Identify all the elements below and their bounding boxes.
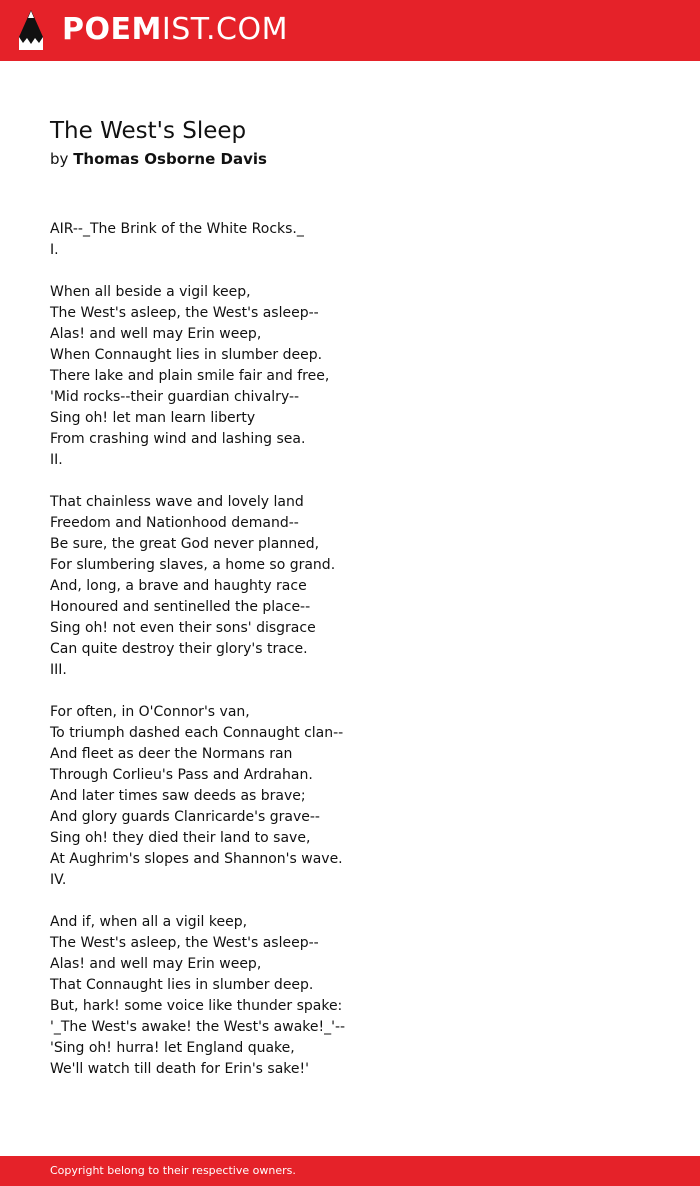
site-logo-text	[62, 9, 288, 51]
poem-line: From crashing wind and lashing sea.	[50, 431, 306, 447]
poem-line: III.	[50, 662, 67, 678]
poem-line: Can quite destroy their glory's trace.	[50, 641, 308, 657]
poem-line: And, long, a brave and haughty race	[50, 578, 307, 594]
poem-line: 'Sing oh! hurra! let England quake,	[50, 1040, 295, 1056]
copyright-notice: Copyright belong to their respective owners.	[50, 1164, 296, 1177]
poem-line: And later times saw deeds as brave;	[50, 788, 306, 804]
poem-line: '_The West's awake! the West's awake!_'--	[50, 1019, 346, 1035]
poem-line: The West's asleep, the West's asleep--	[50, 935, 319, 951]
poem-line: And if, when all a vigil keep,	[50, 914, 248, 930]
poem-line: We'll watch till death for Erin's sake!'	[50, 1061, 309, 1077]
site-footer	[0, 1156, 700, 1186]
site-header	[0, 0, 700, 61]
brand-light-text: IST.COM	[161, 12, 288, 47]
pencil-tip-icon	[18, 9, 44, 51]
poem-line: To triumph dashed each Connaught clan--	[50, 725, 344, 741]
poem-line: At Aughrim's slopes and Shannon's wave.	[50, 851, 343, 867]
poem-line: And fleet as deer the Normans ran	[50, 746, 293, 762]
poem-line: Alas! and well may Erin weep,	[50, 956, 262, 972]
poem-line: That chainless wave and lovely land	[50, 494, 304, 510]
poem-line: Sing oh! not even their sons' disgrace	[50, 620, 316, 636]
poem-line: But, hark! some voice like thunder spake:	[50, 998, 343, 1014]
stanza-break	[50, 891, 650, 912]
poem-line: AIR--_The Brink of the White Rocks._	[50, 221, 304, 237]
byline-prefix: by	[50, 150, 69, 168]
poem-line: That Connaught lies in slumber deep.	[50, 977, 314, 993]
poem-body	[50, 219, 650, 1080]
home-logo-link[interactable]	[18, 9, 288, 51]
poem-line: When all beside a vigil keep,	[50, 284, 251, 300]
poem-line: Sing oh! they died their land to save,	[50, 830, 311, 846]
poem-byline	[50, 148, 267, 170]
poem-line: For slumbering slaves, a home so grand.	[50, 557, 336, 573]
poem-line: And glory guards Clanricarde's grave--	[50, 809, 320, 825]
poem-line: II.	[50, 452, 63, 468]
poem-title: The West's Sleep	[50, 118, 247, 144]
poem-line: Be sure, the great God never planned,	[50, 536, 320, 552]
stanza-break	[50, 261, 650, 282]
poem-line: When Connaught lies in slumber deep.	[50, 347, 323, 363]
poem-line: The West's asleep, the West's asleep--	[50, 305, 319, 321]
poem-line: I.	[50, 242, 59, 258]
poem-line: There lake and plain smile fair and free,	[50, 368, 330, 384]
stanza-break	[50, 681, 650, 702]
poem-line: 'Mid rocks--their guardian chivalry--	[50, 389, 300, 405]
brand-bold-text: POEM	[62, 12, 162, 47]
poem-line: Alas! and well may Erin weep,	[50, 326, 262, 342]
poem-line: Honoured and sentinelled the place--	[50, 599, 311, 615]
poem-author: Thomas Osborne Davis	[73, 150, 267, 168]
poem-line: Freedom and Nationhood demand--	[50, 515, 299, 531]
poem-line: For often, in O'Connor's van,	[50, 704, 250, 720]
stanza-break	[50, 471, 650, 492]
poem-line: IV.	[50, 872, 67, 888]
poem-line: Sing oh! let man learn liberty	[50, 410, 256, 426]
poem-line: Through Corlieu's Pass and Ardrahan.	[50, 767, 313, 783]
